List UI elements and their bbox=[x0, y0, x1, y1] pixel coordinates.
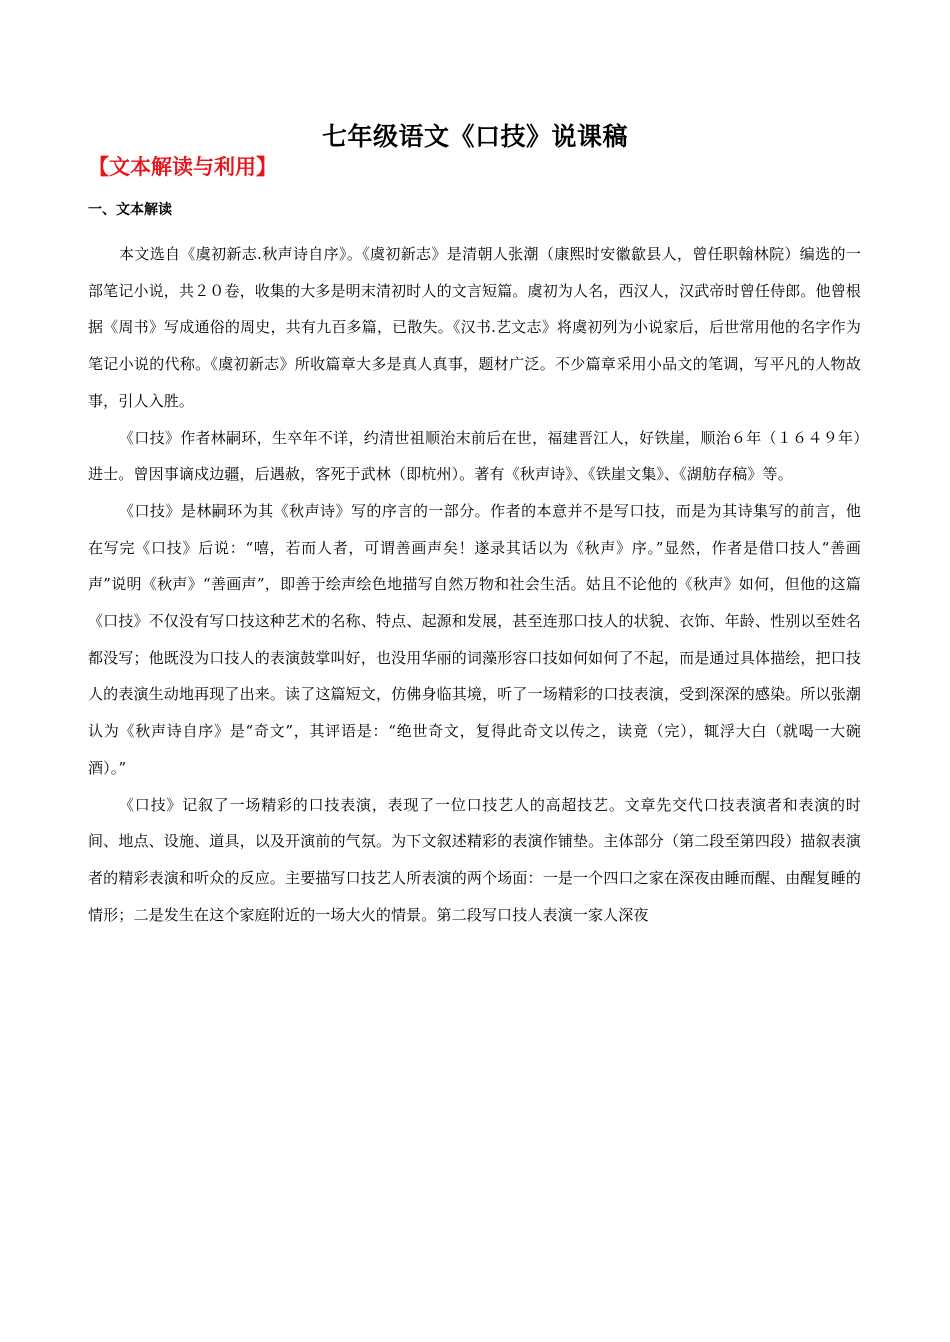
paragraph-3: 《口技》是林嗣环为其《秋声诗》写的序言的一部分。作者的本意并不是写口技，而是为其诗集写的前言，他在写完《口技》后说：“嘻，若而人者，可谓善画声矣！遂录其话以为《秋声》序。”显然，作者是借口技人“善画声”说明《秋声》“善画声”，即善于绘声绘色地描写自然万物和社会生活。姑且不论他的《秋声》如何，但他的这篇《口技》不仅没有写口技这种艺术的名称、特点、起源和发展，甚至连那口技人的状貌、衣饰、年龄、性别以至姓名都没写；他既没为口技人的表演鼓掌叫好，也没用华丽的词藻形容口技如何如何了不起，而是通过具体描绘，把口技人的表演生动地再现了出来。读了这篇短文，仿佛身临其境，听了一场精彩的口技表演，受到深深的感染。所以张潮认为《秋声诗自序》是“奇文”，其评语是：“绝世奇文，复得此奇文以传之，读竟（完），辄浮大白（就喝一大碗酒）。” bbox=[88, 501, 861, 777]
paragraph-1: 本文选自《虞初新志.秋声诗自序》。《虞初新志》是清朝人张潮（康熙时安徽歙县人，曾任职翰林院）编选的一部笔记小说，共２０卷，收集的大多是明末清初时人的文言短篇。虞初为人名，西汉人，汉武帝时曾任侍郎。他曾根据《周书》写成通俗的周史，共有九百多篇，已散失。《汉书.艺文志》将虞初列为小说家后，后世常用他的名字作为笔记小说的代称。《虞初新志》所收篇章大多是真人真事，题材广泛。不少篇章采用小品文的笔调，写平凡的人物故事，引人入胜。 bbox=[88, 245, 861, 410]
subheading: 一、文本解读 bbox=[88, 202, 172, 218]
document-title: 七年级语文《口技》说课稿 bbox=[321, 122, 628, 151]
paragraph-2: 《口技》作者林嗣环，生卒年不详，约清世祖顺治末前后在世，福建晋江人，好铁崖，顺治６年（１６４９年）进士。曾因事谪戍边疆，后遇赦，客死于武林（即杭州）。著有《秋声诗》、《铁崖文集》、《湖舫存稿》等。 bbox=[88, 428, 861, 484]
paragraph-4: 《口技》记叙了一场精彩的口技表演，表现了一位口技艺人的高超技艺。文章先交代口技表演者和表演的时间、地点、设施、道具，以及开演前的气氛。为下文叙述精彩的表演作铺垫。主体部分（第二段至第四段）描叙表演者的精彩表演和听众的反应。主要描写口技艺人所表演的两个场面：一是一个四口之家在深夜由睡而醒、由醒复睡的情形；二是发生在这个家庭附近的一场大火的情景。第二段写口技人表演一家人深夜 bbox=[88, 795, 861, 924]
body-text bbox=[88, 236, 861, 933]
section-label: 【文本解读与利用】 bbox=[88, 155, 277, 179]
